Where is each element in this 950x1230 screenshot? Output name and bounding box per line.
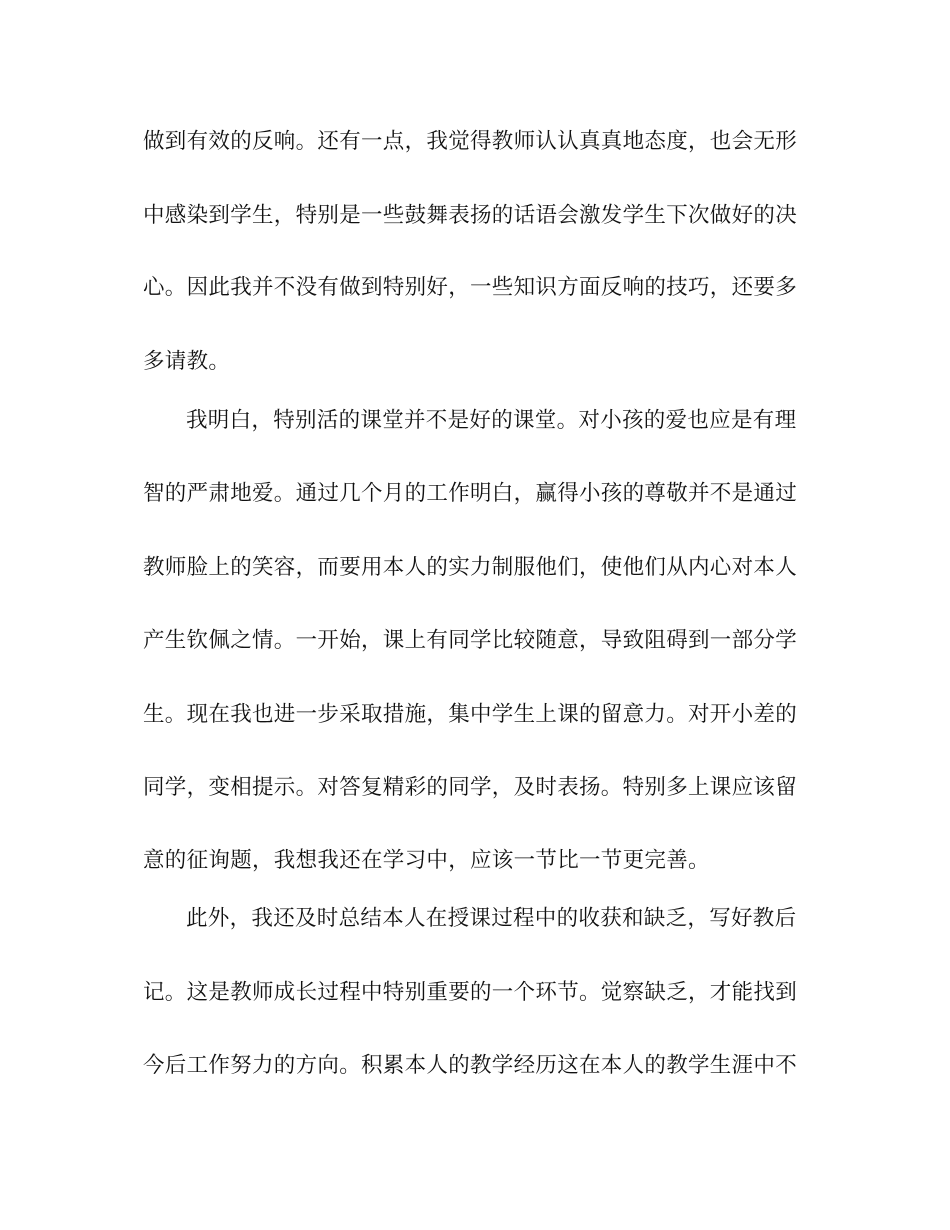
paragraph-first-line: 此外，我还及时总结本人在授课过程中的收获和缺乏，写好教后 xyxy=(186,906,797,931)
text-line: 今后工作努力的方向。积累本人的教学经历这在本人的教学生涯中不 xyxy=(143,1053,798,1078)
text-line: 心。因此我并不没有做到特别好，一些知识方面反响的技巧，还要多 xyxy=(143,275,798,300)
text-line: 多请教。 xyxy=(143,349,231,374)
text-line: 做到有效的反响。还有一点，我觉得教师认认真真地态度，也会无形 xyxy=(143,129,798,154)
text-line: 意的征询题，我想我还在学习中，应该一节比一节更完善。 xyxy=(143,848,710,873)
text-line: 生。现在我也进一步采取措施，集中学生上课的留意力。对开小差的 xyxy=(143,702,798,727)
text-line: 产生钦佩之情。一开始，课上有同学比较随意，导致阻碍到一部分学 xyxy=(143,628,798,653)
text-line: 同学，变相提示。对答复精彩的同学，及时表扬。特别多上课应该留 xyxy=(143,775,798,800)
text-line: 记。这是教师成长过程中特别重要的一个环节。觉察缺乏，才能找到 xyxy=(143,980,798,1005)
text-line: 智的严肃地爱。通过几个月的工作明白，赢得小孩的尊敬并不是通过 xyxy=(143,481,798,506)
text-line: 教师脸上的笑容，而要用本人的实力制服他们，使他们从内心对本人 xyxy=(143,555,798,580)
paragraph-first-line: 我明白，特别活的课堂并不是好的课堂。对小孩的爱也应是有理 xyxy=(186,408,797,433)
text-line: 中感染到学生，特别是一些鼓舞表扬的话语会激发学生下次做好的决 xyxy=(143,203,798,228)
